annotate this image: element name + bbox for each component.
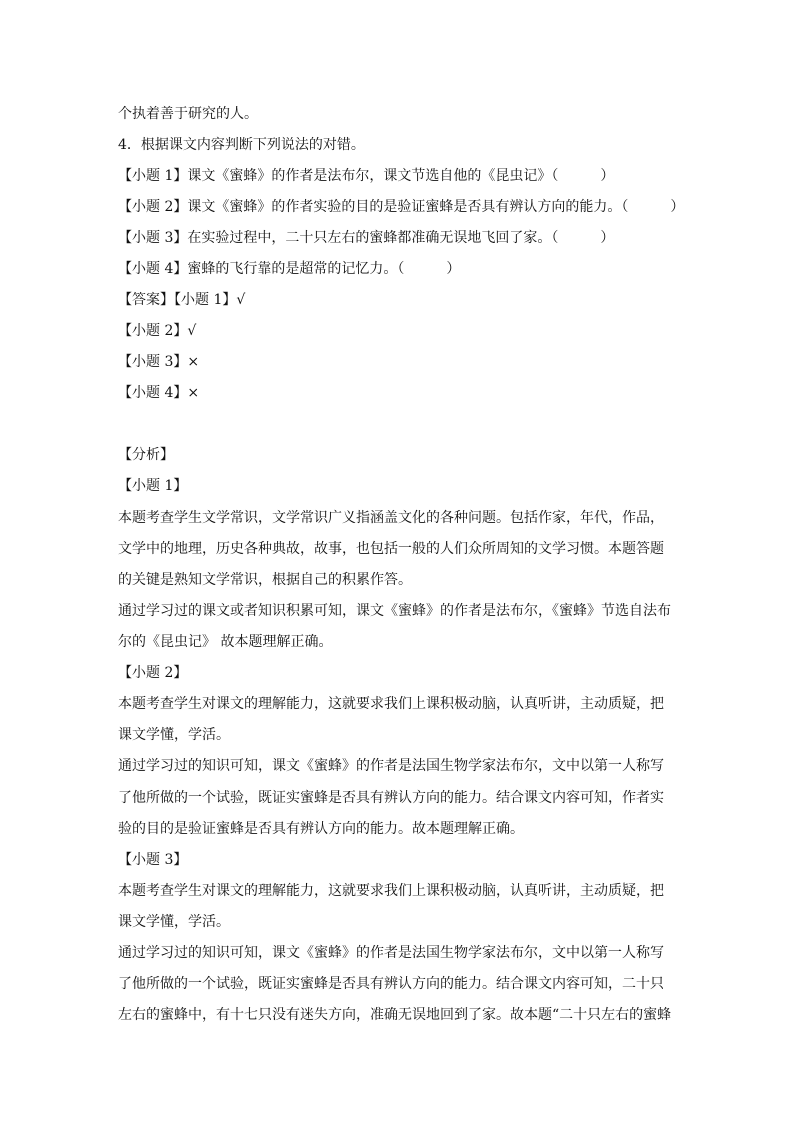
subquestion-3: 【小题 3】在实验过程中，二十只左右的蜜蜂都准确无误地飞回了家。（ ）	[118, 230, 615, 246]
answer-heading: 【答案】【小题 1】√	[118, 292, 246, 308]
analysis-paragraph-line: 尔的《昆虫记》 故本题理解正确。	[118, 634, 333, 650]
analysis-paragraph-line: 的关键是熟知文学常识，根据自己的积累作答。	[118, 572, 412, 588]
analysis-heading: 【分析】	[118, 447, 174, 463]
analysis-sub-3-heading: 【小题 3】	[118, 852, 188, 868]
analysis-paragraph-line: 验的目的是验证蜜蜂是否具有辨认方向的能力。故本题理解正确。	[118, 821, 524, 837]
analysis-paragraph-line: 了他所做的一个试验，既证实蜜蜂是否具有辨认方向的能力。结合课文内容可知，二十只	[118, 976, 664, 992]
analysis-paragraph-line: 通过学习过的知识可知，课文《蜜蜂》的作者是法国生物学家法布尔，文中以第一人称写	[118, 945, 664, 961]
text-line-continuation: 个执着善于研究的人。	[118, 106, 258, 122]
answer-2: 【小题 2】√	[118, 323, 197, 339]
subquestion-1: 【小题 1】课文《蜜蜂》的作者是法布尔，课文节选自他的《昆虫记》（ ）	[118, 168, 615, 184]
analysis-paragraph-line: 左右的蜜蜂中，有十七只没有迷失方向，准确无误地回到了家。故本题“二十只左右的蜜蜂	[118, 1007, 672, 1023]
analysis-paragraph-line: 本题考查学生文学常识，文学常识广义指涵盖文化的各种问题。包括作家，年代，作品，	[118, 510, 664, 526]
analysis-paragraph-line: 本题考查学生对课文的理解能力，这就要求我们上课积极动脑，认真听讲，主动质疑，把	[118, 696, 664, 712]
subquestion-4: 【小题 4】蜜蜂的飞行靠的是超常的记忆力。（ ）	[118, 261, 461, 277]
analysis-sub-1-heading: 【小题 1】	[118, 478, 188, 494]
subquestion-2: 【小题 2】课文《蜜蜂》的作者实验的目的是验证蜜蜂是否具有辨认方向的能力。（ ）	[118, 199, 685, 215]
analysis-sub-2-heading: 【小题 2】	[118, 665, 188, 681]
answer-3: 【小题 3】×	[118, 354, 200, 370]
question-heading: 4．根据课文内容判断下列说法的对错。	[118, 137, 365, 153]
analysis-paragraph-line: 了他所做的一个试验，既证实蜜蜂是否具有辨认方向的能力。结合课文内容可知，作者实	[118, 790, 664, 806]
analysis-paragraph-line: 本题考查学生对课文的理解能力，这就要求我们上课积极动脑，认真听讲，主动质疑，把	[118, 883, 664, 899]
analysis-paragraph-line: 文学中的地理，历史各种典故，故事，也包括一般的人们众所周知的文学习惯。本题答题	[118, 541, 664, 557]
answer-4: 【小题 4】×	[118, 385, 200, 401]
analysis-paragraph-line: 课文学懂，学活。	[118, 727, 230, 743]
analysis-paragraph-line: 课文学懂，学活。	[118, 914, 230, 930]
analysis-paragraph-line: 通过学习过的课文或者知识积累可知，课文《蜜蜂》的作者是法布尔，《蜜蜂》节选自法布	[118, 603, 671, 619]
analysis-paragraph-line: 通过学习过的知识可知，课文《蜜蜂》的作者是法国生物学家法布尔，文中以第一人称写	[118, 758, 664, 774]
